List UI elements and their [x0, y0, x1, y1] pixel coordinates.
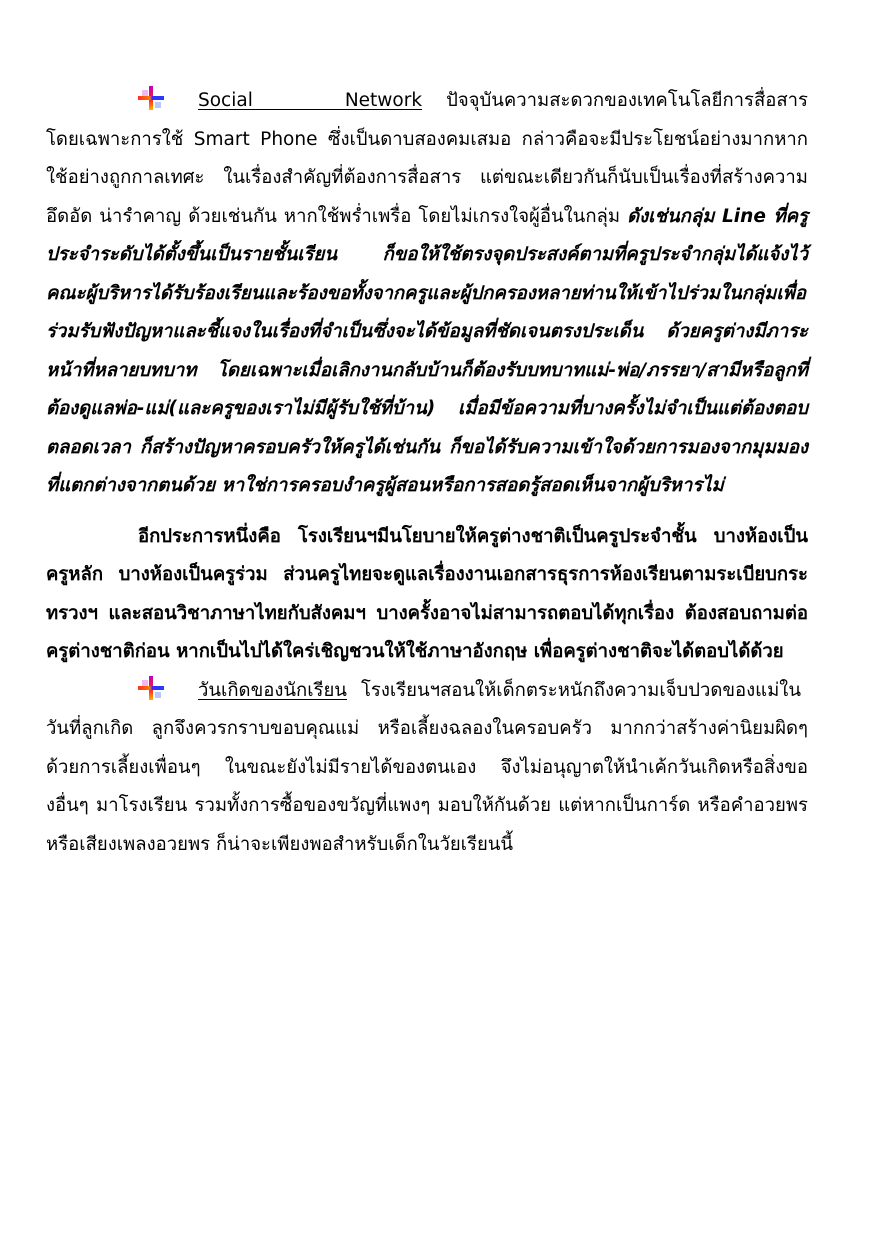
- birthday-heading: วันเกิดของนักเรียน: [198, 679, 347, 701]
- colored-cross-bullet-icon: [138, 86, 164, 110]
- social-network-paragraph: [46, 82, 808, 506]
- colored-cross-bullet-icon: [138, 676, 164, 700]
- social-network-heading: Social Network: [198, 90, 423, 111]
- document-page: [46, 82, 808, 864]
- birthday-paragraph: [46, 672, 808, 865]
- birthday-text: โรงเรียนฯสอนให้เด็กตระหนักถึงความเจ็บปวดของแม่ในวันที่ลูกเกิด ลูกจึงควรกราบขอบคุณแม่ หรือเลี้ยงฉลองในครอบครัว มากกว่าสร้างค่านิยมผิดๆ ด้วยการเลี้ยงเพื่อนๆ ในขณะยังไม่มีรายได้ของตนเอง จึงไม่อนุญาตให้นำเค้กวันเกิดหรือสิ่งของอื่นๆ มาโรงเรียน รวมทั้งการซื้อของขวัญที่แพงๆ มอบให้กันด้วย แต่หากเป็นการ์ด หรือคำอวยพร หรือเสียงเพลงอวยพร ก็น่าจะเพียงพอสำหรับเด็กในวัยเรียนนี้: [46, 679, 808, 855]
- social-network-intro: ปัจจุบันความสะดวกของเทคโนโลยีการสื่อสาร โดยเฉพาะการใช้ Smart Phone ซึ่งเป็นดาบสองคมเสมอ กล่าวคือจะมีประโยชน์อย่างมากหากใช้อย่างถูกกาลเทศะ ในเรื่องสำคัญที่ต้องการสื่อสาร แต่ขณะเดียวกันก็นับเป็นเรื่องที่สร้างความอึดอัด น่ารำคาญ ด้วยเช่นกัน หากใช้พร่ำเพรื่อ โดยไม่เกรงใจผู้อื่นในกลุ่ม: [46, 90, 808, 227]
- foreign-teachers-paragraph: อีกประการหนึ่งคือ โรงเรียนฯมีนโยบายให้ครูต่างชาติเป็นครูประจำชั้น บางห้องเป็นครูหลัก บางห้องเป็นครูร่วม ส่วนครูไทยจะดูแลเรื่องงานเอกสารธุรการห้องเรียนตามระเบียบกระทรวงฯ และสอนวิชาภาษาไทยกับสังคมฯ บางครั้งอาจไม่สามารถตอบได้ทุกเรื่อง ต้องสอบถามต่อครูต่างชาติก่อน หากเป็นไปได้ใคร่เชิญชวนให้ใช้ภาษาอังกฤษ เพื่อครูต่างชาติจะได้ตอบได้ด้วย: [46, 525, 808, 662]
- social-network-emphasis: ดังเช่นกลุ่ม Line ที่ครูประจำระดับได้ตั้งขึ้นเป็นรายชั้นเรียน ก็ขอให้ใช้ตรงจุดประสงค์ตามที่ครูประจำกลุ่มได้แจ้งไว้ คณะผู้บริหารได้รับร้องเรียนและร้องขอทั้งจากครูและผู้ปกครองหลายท่านให้เข้าไปร่วมในกลุ่มเพื่อร่วมรับฟังปัญหาและชี้แจงในเรื่องที่จำเป็นซึ่งจะได้ข้อมูลที่ชัดเจนตรงประเด็น ด้วยครูต่างมีภาระหน้าที่หลายบทบาท โดยเฉพาะเมื่อเลิกงานกลับบ้านก็ต้องรับบทบาทแม่-พ่อ/ภรรยา/สามีหรือลูกที่ต้องดูแลพ่อ-แม่(และครูของเราไม่มีผู้รับใช้ที่บ้าน) เมื่อมีข้อความที่บางครั้งไม่จำเป็นแต่ต้องตอบตลอดเวลา ก็สร้างปัญหาครอบครัวให้ครูได้เช่นกัน ก็ขอได้รับความเข้าใจด้วยการมองจากมุมมองที่แตกต่างจากตนด้วย หาใช่การครอบงำครูผู้สอนหรือการสอดรู้สอดเห็นจากผู้บริหารไม่: [46, 205, 808, 496]
